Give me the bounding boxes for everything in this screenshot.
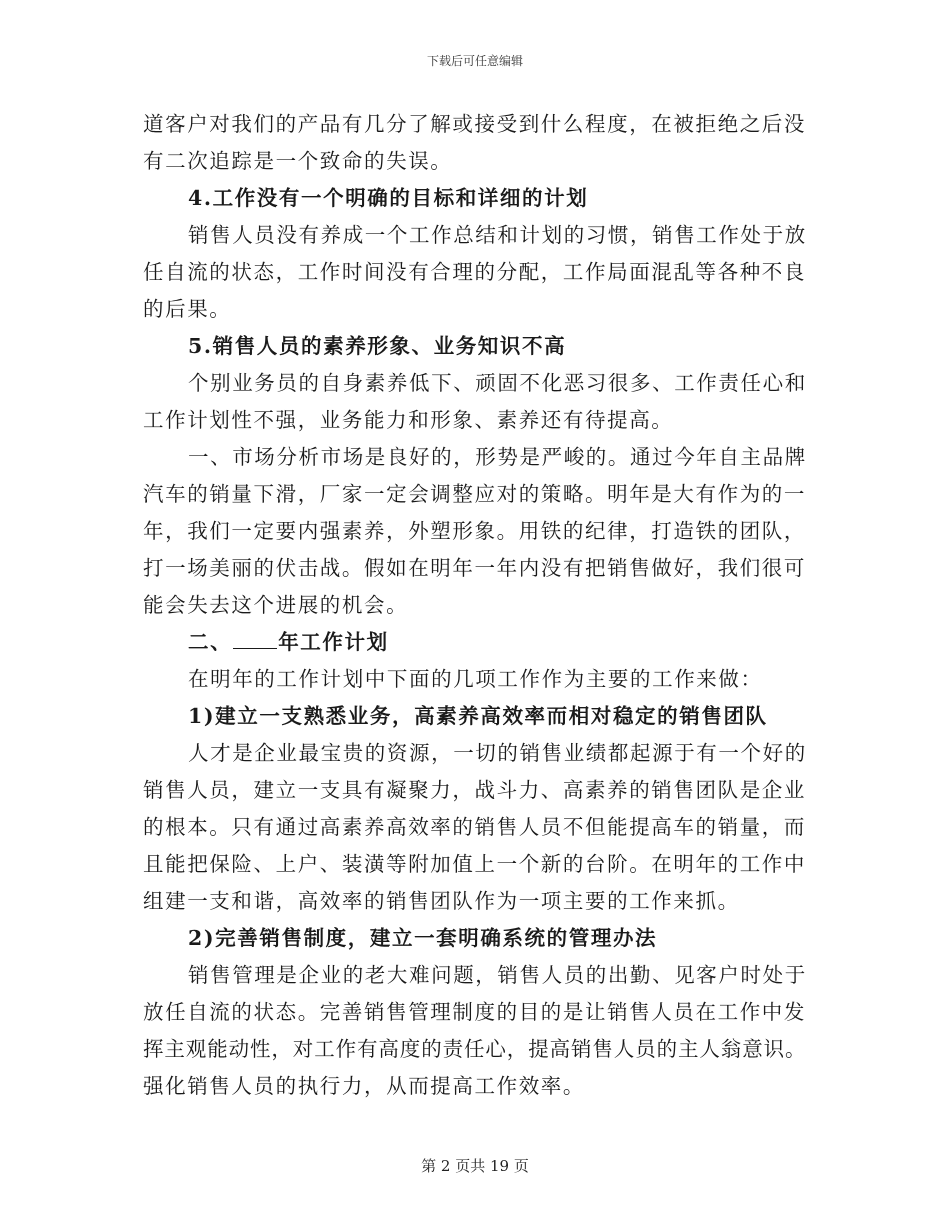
paragraph-line: 人才是企业最宝贵的资源，一切的销售业绩都起源于有一个好的 bbox=[188, 741, 807, 765]
paragraph-line: 强化销售人员的执行力，从而提高工作效率。 bbox=[143, 1074, 585, 1098]
document-body bbox=[143, 106, 808, 1105]
paragraph-line: 打一场美丽的伏击战。假如在明年一年内没有把销售做好，我们很可 bbox=[143, 556, 806, 580]
paragraph-line: 个别业务员的自身素养低下、顽固不化恶习很多、工作责任心和 bbox=[188, 371, 807, 395]
section-heading bbox=[143, 624, 808, 661]
paragraph-line: 有二次追踪是一个致命的失误。 bbox=[143, 149, 453, 173]
paragraph-line: 销售管理是企业的老大难问题，销售人员的出勤、见客户时处于 bbox=[188, 963, 807, 987]
paragraph-line: 且能把保险、上户、装潢等附加值上一个新的台阶。在明年的工作中 bbox=[143, 852, 806, 876]
paragraph-line: 任自流的状态，工作时间没有合理的分配，工作局面混乱等各种不良 bbox=[143, 260, 806, 284]
paragraph-line: 一、市场分析市场是良好的，形势是严峻的。通过今年自主品牌 bbox=[188, 445, 807, 469]
paragraph-line: 道客户对我们的产品有几分了解或接受到什么程度，在被拒绝之后没 bbox=[143, 112, 806, 136]
paragraph-line: 汽车的销量下滑，厂家一定会调整应对的策略。明年是大有作为的一 bbox=[143, 482, 806, 506]
paragraph-line: 销售人员没有养成一个工作总结和计划的习惯，销售工作处于放 bbox=[188, 223, 807, 247]
paragraph-line: 能会失去这个进展的机会。 bbox=[143, 593, 409, 617]
page-header: 下载后可任意编辑 bbox=[426, 54, 523, 68]
subsection-heading: 2)完善销售制度，建立一套明确系统的管理办法 bbox=[188, 926, 658, 950]
paragraph-line: 组建一支和谐，高效率的销售团队作为一项主要的工作来抓。 bbox=[143, 889, 740, 913]
subsection-heading: 1)建立一支熟悉业务，高素养高效率而相对稳定的销售团队 bbox=[188, 704, 768, 728]
year-blank bbox=[233, 628, 277, 649]
paragraph-line: 销售人员，建立一支具有凝聚力，战斗力、高素养的销售团队是企业 bbox=[143, 778, 806, 802]
section-heading: 5.销售人员的素养形象、业务知识不高 bbox=[188, 334, 567, 358]
paragraph-line: 年，我们一定要内强素养，外塑形象。用铁的纪律，打造铁的团队， bbox=[143, 519, 806, 543]
page-number: 第 2 页共 19 页 bbox=[421, 1157, 529, 1175]
section-heading: 4.工作没有一个明确的目标和详细的计划 bbox=[188, 186, 589, 210]
paragraph-line: 挥主观能动性，对工作有高度的责任心，提高销售人员的主人翁意识。 bbox=[143, 1037, 807, 1061]
paragraph-line: 的后果。 bbox=[143, 297, 232, 321]
section-prefix: 二、 bbox=[188, 630, 233, 654]
paragraph-line: 的根本。只有通过高素养高效率的销售人员不但能提高车的销量，而 bbox=[143, 815, 806, 839]
paragraph-line: 工作计划性不强，业务能力和形象、素养还有待提高。 bbox=[143, 408, 674, 432]
paragraph-line: 在明年的工作计划中下面的几项工作作为主要的工作来做： bbox=[188, 667, 763, 691]
paragraph-line: 放任自流的状态。完善销售管理制度的目的是让销售人员在工作中发 bbox=[143, 1000, 806, 1024]
section-suffix: 年工作计划 bbox=[278, 630, 389, 654]
